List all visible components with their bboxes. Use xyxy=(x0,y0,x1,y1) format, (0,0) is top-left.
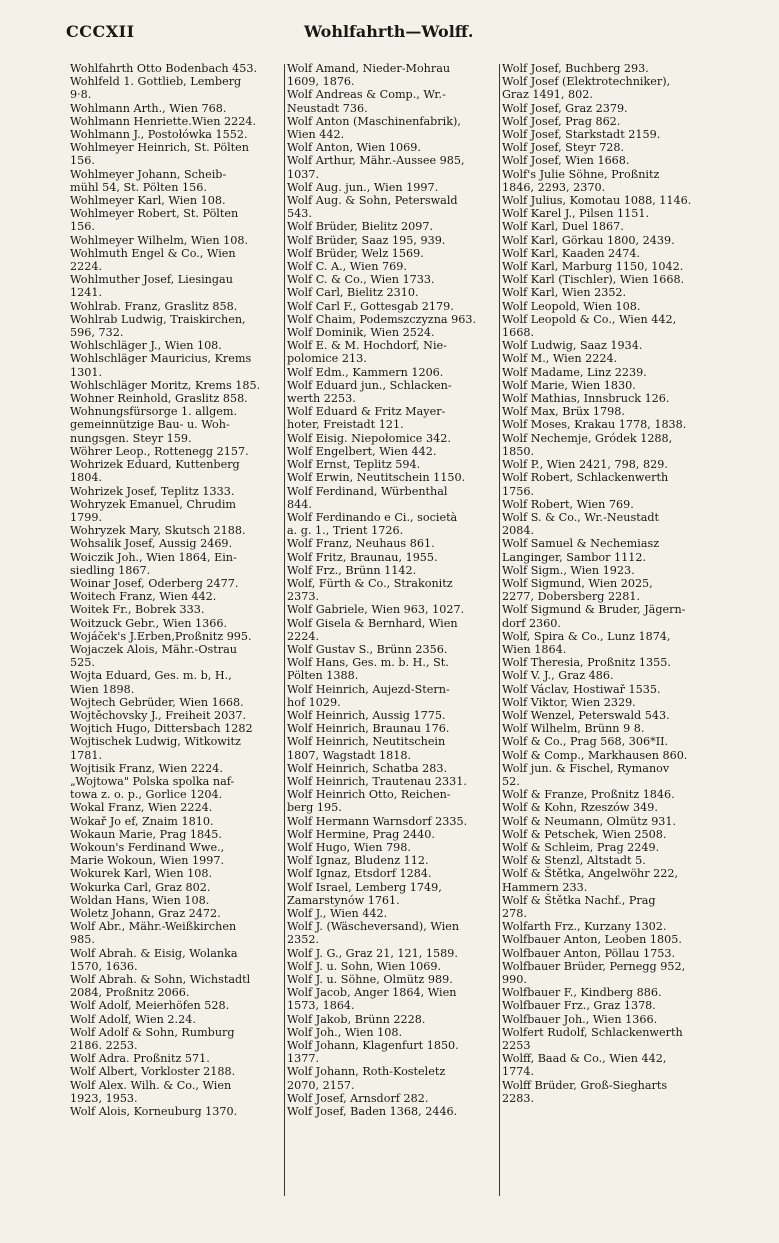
directory-entry-line: Wohlfahrth Otto Bodenbach 453. xyxy=(70,62,258,75)
directory-entry-line: 1301. xyxy=(70,365,103,379)
directory-entry-line: Wolf Heinrich, Aussig 1775. xyxy=(287,708,446,722)
directory-entry-line: Wolf Josef, Arnsdorf 282. xyxy=(287,1091,429,1105)
directory-entry-line: gemeinnützige Bau- u. Woh- xyxy=(70,418,230,432)
directory-entry-line: Wolf Andreas & Comp., Wr.- xyxy=(287,88,446,102)
directory-entry-line: hoter, Freistadt 121. xyxy=(287,418,404,432)
directory-entry-line: Wohlrab. Franz, Graslitz 858. xyxy=(70,299,238,313)
directory-entry-line: Wolf & Stenzl, Altstadt 5. xyxy=(502,854,646,868)
directory-entry-line: 844. xyxy=(287,497,312,511)
directory-entry-line: Wohlschläger J., Wien 108. xyxy=(70,339,222,353)
directory-entry-line: Wokurek Karl, Wien 108. xyxy=(70,867,213,881)
directory-entry-line: Wolf Max, Brüx 1798. xyxy=(502,405,625,419)
directory-entry-line: 525. xyxy=(70,656,95,670)
directory-entry-line: 2084. xyxy=(502,524,535,538)
directory-entry-line: Wohnungsfürsorge 1. allgem. xyxy=(70,405,238,419)
directory-entry-line: Wien 1864. xyxy=(502,642,567,656)
directory-entry-line: Wolf C. & Co., Wien 1733. xyxy=(287,273,435,287)
page-number: CCCXII xyxy=(66,22,135,41)
directory-entry-line: 2352. xyxy=(287,933,320,947)
directory-entry-line: a. g. 1., Trient 1726. xyxy=(287,524,404,538)
directory-entry-line: Wolfbauer Frz., Graz 1378. xyxy=(502,999,656,1013)
directory-entry-line: Wolf Moses, Krakau 1778, 1838. xyxy=(502,418,687,432)
directory-entry-line: 1756. xyxy=(502,484,535,498)
directory-entry-line: Wolf Robert, Wien 769. xyxy=(502,497,634,511)
directory-entry-line: Wolfbauer Joh., Wien 1366. xyxy=(502,1012,658,1026)
directory-entry-line: 543. xyxy=(287,207,312,221)
directory-entry-line: Wojáček's J.Erben,Proßnitz 995. xyxy=(70,629,252,643)
directory-entry-line: Wolf Heinrich, Schatba 283. xyxy=(287,761,448,775)
directory-entry-line: 1668. xyxy=(502,326,535,340)
directory-entry-line: Wohlmeyer Wilhelm, Wien 108. xyxy=(70,233,249,247)
directory-entry-line: Wolf J. G., Graz 21, 121, 1589. xyxy=(287,946,458,960)
directory-entry-line: Wolf Josef, Buchberg 293. xyxy=(502,62,649,75)
directory-entry-line: Wolfarth Frz., Kurzany 1302. xyxy=(502,920,667,934)
directory-entry-line: Wolff Brüder, Groß-Siegharts xyxy=(502,1078,668,1092)
directory-entry-line: Wolf Gabriele, Wien 963, 1027. xyxy=(287,603,465,617)
directory-entry-line: 1241. xyxy=(70,286,103,300)
directory-entry-line: Wohner Reinhold, Graslitz 858. xyxy=(70,392,248,406)
directory-entry-line: Wolf's Julie Söhne, Proßnitz xyxy=(502,167,660,181)
directory-entry-line: Wolf Heinrich, Neutitschein xyxy=(287,735,446,749)
directory-entry-line: Langinger, Sambor 1112. xyxy=(502,550,647,564)
directory-entry-line: Wojtěchovsky J., Freiheit 2037. xyxy=(70,708,247,722)
directory-entry-line: Wolf Adolf & Sohn, Rumburg xyxy=(70,1025,235,1039)
directory-entry-line: Wolf & Schleim, Prag 2249. xyxy=(502,840,660,854)
directory-entry-line: Wolf Sigm., Wien 1923. xyxy=(502,563,635,577)
directory-entry-line: Wohsalik Josef, Aussig 2469. xyxy=(70,537,233,551)
directory-entry-line: Wolf Eduard & Fritz Mayer- xyxy=(287,405,446,419)
directory-entry-line: Zamarstynów 1761. xyxy=(287,893,400,907)
directory-entry-line: Wolf Heinrich, Braunau 176. xyxy=(287,722,450,736)
directory-entry-line: Wolf Jakob, Brünn 2228. xyxy=(287,1012,426,1026)
directory-entry-line: Wolf M., Wien 2224. xyxy=(502,352,618,366)
directory-entry-line: 1807, Wagstadt 1818. xyxy=(287,748,412,762)
directory-entry-line: Wolf Edm., Kammern 1206. xyxy=(287,365,444,379)
directory-entry-line: Wolf Heinrich, Trautenau 2331. xyxy=(287,774,467,788)
directory-entry-line: Wolf J. u. Sohn, Wien 1069. xyxy=(287,959,442,973)
directory-entry-line: Wolf Adolf, Wien 2.24. xyxy=(70,1012,196,1026)
directory-entry-line: Wojtisik Franz, Wien 2224. xyxy=(70,761,223,775)
directory-entry-line: Wohlschläger Moritz, Krems 185. xyxy=(70,378,261,392)
directory-entry-line: 1923, 1953. xyxy=(70,1091,138,1105)
directory-entry-line: Wolf Karel J., Pilsen 1151. xyxy=(502,207,649,221)
directory-entry-line: Wolf Josef, Starkstadt 2159. xyxy=(502,128,661,142)
directory-entry-line: Wolf Aug. jun., Wien 1997. xyxy=(287,180,439,194)
directory-entry-line: Wohlmuther Josef, Liesingau xyxy=(70,273,233,287)
directory-entry-line: Wokaun Marie, Prag 1845. xyxy=(70,827,222,841)
directory-entry-line: „Wojtowa" Polska spolka naf- xyxy=(70,774,235,788)
directory-entry-line: 1609, 1876. xyxy=(287,75,355,89)
directory-entry-line: Wolf Robert, Schlackenwerth xyxy=(502,471,669,485)
directory-entry-line: Wolf Johann, Roth-Kosteletz xyxy=(287,1065,446,1079)
directory-entry-line: Wohrizek Josef, Teplitz 1333. xyxy=(70,484,235,498)
directory-entry-line: Wolf & Štětka, Angelwöhr 222, xyxy=(502,867,679,881)
directory-entry-line: towa z. o. p., Gorlice 1204. xyxy=(70,788,223,802)
directory-entry-line: Wolf Arthur, Mähr.-Aussee 985, xyxy=(287,154,465,168)
directory-entry-line: 1799. xyxy=(70,510,103,524)
directory-entry-line: Wolf E. & M. Hochdorf, Nie- xyxy=(287,339,447,353)
directory-entry-line: Wolf Marie, Wien 1830. xyxy=(502,378,636,392)
directory-entry-line: Wolf J. u. Söhne, Olmütz 989. xyxy=(287,973,453,987)
directory-entry-line: 990. xyxy=(502,973,527,987)
directory-entry-line: Wolf Hermann Warnsdorf 2335. xyxy=(287,814,468,828)
page-title: Wohlfahrth—Wolff. xyxy=(304,22,474,41)
directory-entry-line: Wolf Theresia, Proßnitz 1355. xyxy=(502,656,671,670)
page-header xyxy=(60,12,765,46)
directory-entry-line: Wolf Anton, Wien 1069. xyxy=(287,141,421,155)
directory-entry-line: Wolf Carl, Bielitz 2310. xyxy=(287,286,419,300)
directory-entry-line: werth 2253. xyxy=(287,392,356,406)
directory-entry-line: Hammern 233. xyxy=(502,880,588,894)
directory-entry-line: Wolf Heinrich, Aujezd-Stern- xyxy=(287,682,450,696)
directory-entry-line: Wolf Heinrich Otto, Reichen- xyxy=(287,788,451,802)
directory-entry-line: Wokař Jo ef, Znaim 1810. xyxy=(70,814,214,828)
directory-entry-line: 985. xyxy=(70,933,95,947)
directory-entry-line: 2224. xyxy=(70,260,103,274)
directory-entry-line: Wolf Sigmund & Bruder, Jägern- xyxy=(502,603,686,617)
directory-entry-line: Woiczik Joh., Wien 1864, Ein- xyxy=(70,550,237,564)
directory-entry-line: Wolf Václav, Hostiwař 1535. xyxy=(502,682,661,696)
directory-entry-line: 2224. xyxy=(287,629,320,643)
columns xyxy=(60,62,765,1197)
directory-entry-line: Wolf Karl (Tischler), Wien 1668. xyxy=(502,273,685,287)
directory-entry-line: Wohlmann J., Postołówka 1552. xyxy=(70,128,248,142)
directory-entry-line: Wohlmeyer Robert, St. Pölten xyxy=(70,207,239,221)
directory-entry-line: 156. xyxy=(70,220,95,234)
directory-entry-line: 2373. xyxy=(287,590,320,604)
directory-entry-line: 156. xyxy=(70,154,95,168)
directory-entry-line: 1377. xyxy=(287,1052,320,1066)
directory-entry-line: siedling 1867. xyxy=(70,563,151,577)
directory-entry-line: Wolf Josef, Prag 862. xyxy=(502,114,621,128)
directory-entry-line: Wolf Ferdinando e Ci., società xyxy=(287,510,458,524)
directory-entry-line: Wolf Ludwig, Saaz 1934. xyxy=(502,339,643,353)
directory-entry-line: Wolf Aug. & Sohn, Peterswald xyxy=(287,194,458,208)
directory-entry-line: Wolf V. J., Graz 486. xyxy=(502,669,614,683)
directory-entry-line: 1570, 1636. xyxy=(70,959,138,973)
directory-entry-line: Wolf Gustav S., Brünn 2356. xyxy=(287,642,448,656)
directory-entry-line: Wolf Joh., Wien 108. xyxy=(287,1025,403,1039)
directory-entry-line: 278. xyxy=(502,907,527,920)
directory-entry-line: Neustadt 736. xyxy=(287,101,368,115)
directory-entry-line: Wolf Amand, Nieder-Mohrau xyxy=(287,62,451,75)
directory-entry-line: Wolf J. (Wäscheversand), Wien xyxy=(287,920,460,934)
directory-entry-line: Wojtischek Ludwig, Witkowitz xyxy=(70,735,241,749)
directory-entry-line: Wolf Engelbert, Wien 442. xyxy=(287,444,437,458)
directory-entry-line: dorf 2360. xyxy=(502,616,561,630)
directory-entry-line: Wolf Sigmund, Wien 2025, xyxy=(502,576,653,590)
directory-entry-line: Wolf Josef, Graz 2379. xyxy=(502,101,628,115)
directory-entry-line: Wolf Fritz, Braunau, 1955. xyxy=(287,550,438,564)
column-divider xyxy=(499,64,500,1196)
directory-entry-line: Wojtech Gebrüder, Wien 1668. xyxy=(70,695,244,709)
directory-entry-line: Wokal Franz, Wien 2224. xyxy=(70,801,213,815)
directory-entry-line: Woitek Fr., Bobrek 333. xyxy=(70,603,205,617)
directory-entry-line: Wolf Abr., Mähr.-Weißkirchen xyxy=(70,920,237,934)
directory-entry-line: Woinar Josef, Oderberg 2477. xyxy=(70,576,239,590)
directory-entry-line: Wolf Nechemje, Gródek 1288, xyxy=(502,431,673,445)
directory-entry-line: 1573, 1864. xyxy=(287,999,355,1013)
directory-entry-line: Wolf Carl F., Gottesgab 2179. xyxy=(287,299,454,313)
directory-entry-line: Wolf Albert, Vorkloster 2188. xyxy=(70,1065,236,1079)
directory-entry-line: Wolf Erwin, Neutitschein 1150. xyxy=(287,471,466,485)
directory-entry-line: Wolf Leopold & Co., Wien 442, xyxy=(502,312,677,326)
directory-entry-line: Wohryzek Mary, Skutsch 2188. xyxy=(70,524,246,538)
directory-entry-line: Wolf Hans, Ges. m. b. H., St. xyxy=(287,656,449,670)
directory-entry-line: Wolfbauer Anton, Pöllau 1753. xyxy=(502,946,676,960)
directory-entry-line: 2186. 2253. xyxy=(70,1039,138,1053)
directory-entry-line: Wolf Adra. Proßnitz 571. xyxy=(70,1052,210,1066)
directory-entry-line: Wohrizek Eduard, Kuttenberg xyxy=(70,458,240,472)
directory-entry-line: hof 1029. xyxy=(287,695,341,709)
column-2 xyxy=(287,62,497,1197)
directory-entry-line: Wolf & Franze, Proßnitz 1846. xyxy=(502,788,675,802)
directory-entry-line: Wöhrer Leop., Rottenegg 2157. xyxy=(70,444,249,458)
directory-entry-line: 1850. xyxy=(502,444,535,458)
directory-entry-line: Wolf Viktor, Wien 2329. xyxy=(502,695,636,709)
directory-entry-line: Wolf Samuel & Nechemiasz xyxy=(502,537,660,551)
directory-entry-line: polomice 213. xyxy=(287,352,367,366)
directory-entry-line: Wolf & Kohn, Rzeszów 349. xyxy=(502,801,658,815)
directory-entry-line: Wolf Josef, Baden 1368, 2446. xyxy=(287,1105,458,1119)
directory-entry-line: Wojta Eduard, Ges. m. b, H., xyxy=(70,669,232,683)
directory-entry-line: Wolf Eisig. Niepołomice 342. xyxy=(287,431,451,445)
directory-entry-line: Wien 442. xyxy=(287,128,345,142)
directory-entry-line: Wolf Abrah. & Sohn, Wichstadtl xyxy=(70,973,251,987)
directory-entry-line: Graz 1491, 802. xyxy=(502,88,593,102)
directory-entry-line: 2070, 2157. xyxy=(287,1078,355,1092)
directory-entry-line: Wohlschläger Mauricius, Krems xyxy=(70,352,252,366)
directory-entry-line: Wolf Franz, Neuhaus 861. xyxy=(287,537,435,551)
directory-entry-line: Woitzuck Gebr., Wien 1366. xyxy=(70,616,228,630)
directory-entry-line: Wolf Frz., Brünn 1142. xyxy=(287,563,417,577)
directory-entry-line: Pölten 1388. xyxy=(287,669,359,683)
directory-entry-line: Wolf & Petschek, Wien 2508. xyxy=(502,827,667,841)
directory-entry-line: Wolf Alex. Wilh. & Co., Wien xyxy=(70,1078,232,1092)
directory-entry-line: 52. xyxy=(502,774,520,788)
directory-entry-line: Wohlmuth Engel & Co., Wien xyxy=(70,246,236,260)
directory-entry-line: Wolf Israel, Lemberg 1749, xyxy=(287,880,442,894)
directory-entry-line: Wolf Josef (Elektrotechniker), xyxy=(502,75,671,89)
directory-entry-line: Wolf Karl, Wien 2352. xyxy=(502,286,627,300)
directory-entry-line: Wolf Julius, Komotau 1088, 1146. xyxy=(502,194,692,208)
directory-entry-line: berg 195. xyxy=(287,801,342,815)
directory-entry-line: Woletz Johann, Graz 2472. xyxy=(70,907,221,920)
directory-entry-line: Wolf, Spira & Co., Lunz 1874, xyxy=(502,629,671,643)
directory-entry-line: Wohlmann Henriette.Wien 2224. xyxy=(70,114,257,128)
directory-entry-line: Wien 1898. xyxy=(70,682,135,696)
directory-entry-line: Wolf Karl, Duel 1867. xyxy=(502,220,624,234)
directory-entry-line: Woitech Franz, Wien 442. xyxy=(70,590,217,604)
directory-entry-line: 2277, Dobersberg 2281. xyxy=(502,590,641,604)
directory-entry-line: 1804. xyxy=(70,471,103,485)
directory-entry-line: Wolf Gisela & Bernhard, Wien xyxy=(287,616,458,630)
directory-entry-line: Wolff, Baad & Co., Wien 442, xyxy=(502,1052,667,1066)
directory-entry-line: Wolf Madame, Linz 2239. xyxy=(502,365,647,379)
directory-entry-line: Wolf Mathias, Innsbruck 126. xyxy=(502,392,670,406)
directory-entry-line: Wolf Jacob, Anger 1864, Wien xyxy=(287,986,457,1000)
directory-entry-line: Wolf & Co., Prag 568, 306*II. xyxy=(502,735,669,749)
directory-entry-line: Wokurka Carl, Graz 802. xyxy=(70,880,211,894)
column-divider xyxy=(284,64,285,1196)
directory-entry-line: Wokoun's Ferdinand Wwe., xyxy=(70,840,225,854)
directory-entry-line: Wolf & Comp., Markhausen 860. xyxy=(502,748,688,762)
column-1 xyxy=(70,62,282,1197)
directory-entry-line: Wolf Hugo, Wien 798. xyxy=(287,840,411,854)
directory-entry-line: Wolf Brüder, Welz 1569. xyxy=(287,246,424,260)
directory-entry-line: Wolf Anton (Maschinenfabrik), xyxy=(287,114,461,128)
column-3 xyxy=(502,62,764,1197)
directory-entry-line: Wohlmann Arth., Wien 768. xyxy=(70,101,227,115)
directory-entry-line: Wolf S. & Co., Wr.-Neustadt xyxy=(502,510,660,524)
directory-entry-line: Wolfbauer Brüder, Pernegg 952, xyxy=(502,959,686,973)
directory-entry-line: Wolf Leopold, Wien 108. xyxy=(502,299,641,313)
directory-entry-line: mühl 54, St. Pölten 156. xyxy=(70,180,207,194)
directory-page xyxy=(60,12,765,1237)
directory-entry-line: Wohlmeyer Johann, Scheib- xyxy=(70,167,227,181)
directory-entry-line: Wolf Abrah. & Eisig, Wolanka xyxy=(70,946,238,960)
directory-entry-line: 9‧8. xyxy=(70,88,92,102)
directory-entry-line: 1037. xyxy=(287,167,320,181)
directory-entry-line: nungsgen. Steyr 159. xyxy=(70,431,192,445)
directory-entry-line: 1774. xyxy=(502,1065,535,1079)
directory-entry-line: Wolf Karl, Marburg 1150, 1042. xyxy=(502,260,684,274)
directory-entry-line: Wolf & Štětka Nachf., Prag xyxy=(502,893,656,907)
directory-entry-line: Wolf P., Wien 2421, 798, 829. xyxy=(502,458,668,472)
directory-entry-line: Wolf Josef, Steyr 728. xyxy=(502,141,625,155)
directory-entry-line: Woldan Hans, Wien 108. xyxy=(70,893,210,907)
directory-entry-line: Wolf & Neumann, Olmütz 931. xyxy=(502,814,677,828)
directory-entry-line: 596, 732. xyxy=(70,326,124,340)
directory-entry-line: 2283. xyxy=(502,1091,535,1105)
directory-entry-line: Wolf Chaim, Podemszczyzna 963. xyxy=(287,312,477,326)
directory-entry-line: Wolf Alois, Korneuburg 1370. xyxy=(70,1105,238,1119)
directory-entry-line: Wolf Wilhelm, Brünn 9 8. xyxy=(502,722,645,736)
directory-entry-line: Wolfbauer Anton, Leoben 1805. xyxy=(502,933,682,947)
directory-entry-line: Wolf Ignaz, Etsdorf 1284. xyxy=(287,867,432,881)
directory-entry-line: Wolf Hermine, Prag 2440. xyxy=(287,827,435,841)
directory-entry-line: Wolf C. A., Wien 769. xyxy=(287,260,407,274)
directory-entry-line: Wolf Brüder, Saaz 195, 939. xyxy=(287,233,446,247)
directory-entry-line: Wolf Josef, Wien 1668. xyxy=(502,154,630,168)
directory-entry-line: 2084, Proßnitz 2066. xyxy=(70,986,190,1000)
directory-entry-line: Wolf, Fürth & Co., Strakonitz xyxy=(287,576,453,590)
directory-entry-line: 1846, 2293, 2370. xyxy=(502,180,606,194)
directory-entry-line: Wohlmeyer Heinrich, St. Pölten xyxy=(70,141,249,155)
directory-entry-line: 2253 xyxy=(502,1039,531,1053)
directory-entry-line: Marie Wokoun, Wien 1997. xyxy=(70,854,225,868)
directory-entry-line: Wolf Ferdinand, Würbenthal xyxy=(287,484,448,498)
directory-entry-line: Wohlfeld 1. Gottlieb, Lemberg xyxy=(70,75,242,89)
directory-entry-line: Wojtich Hugo, Dittersbach 1282 xyxy=(70,722,253,736)
directory-entry-line: Wolf Karl, Kaaden 2474. xyxy=(502,246,641,260)
directory-entry-line: Wolf J., Wien 442. xyxy=(287,907,388,920)
directory-entry-line: Wolf Ernst, Teplitz 594. xyxy=(287,458,421,472)
directory-entry-line: Wolf Karl, Görkau 1800, 2439. xyxy=(502,233,675,247)
directory-entry-line: Wohryzek Emanuel, Chrudim xyxy=(70,497,237,511)
directory-entry-line: Wolf Eduard jun., Schlacken- xyxy=(287,378,452,392)
directory-entry-line: Wolf Dominik, Wien 2524. xyxy=(287,326,435,340)
directory-entry-line: 1781. xyxy=(70,748,103,762)
directory-entry-line: Wojaczek Alois, Mähr.-Ostrau xyxy=(70,642,237,656)
directory-entry-line: Wohlrab Ludwig, Traiskirchen, xyxy=(70,312,246,326)
directory-entry-line: Wolf jun. & Fischel, Rymanov xyxy=(502,761,670,775)
directory-entry-line: Wolf Brüder, Bielitz 2097. xyxy=(287,220,434,234)
directory-entry-line: Wolfbauer F., Kindberg 886. xyxy=(502,986,662,1000)
directory-entry-line: Wolf Wenzel, Peterswald 543. xyxy=(502,708,670,722)
directory-entry-line: Wolf Johann, Klagenfurt 1850. xyxy=(287,1039,459,1053)
directory-entry-line: Wohlmeyer Karl, Wien 108. xyxy=(70,194,226,208)
directory-entry-line: Wolf Ignaz, Bludenz 112. xyxy=(287,854,429,868)
directory-entry-line: Wolfert Rudolf, Schlackenwerth xyxy=(502,1025,683,1039)
directory-entry-line: Wolf Adolf, Meierhöfen 528. xyxy=(70,999,230,1013)
